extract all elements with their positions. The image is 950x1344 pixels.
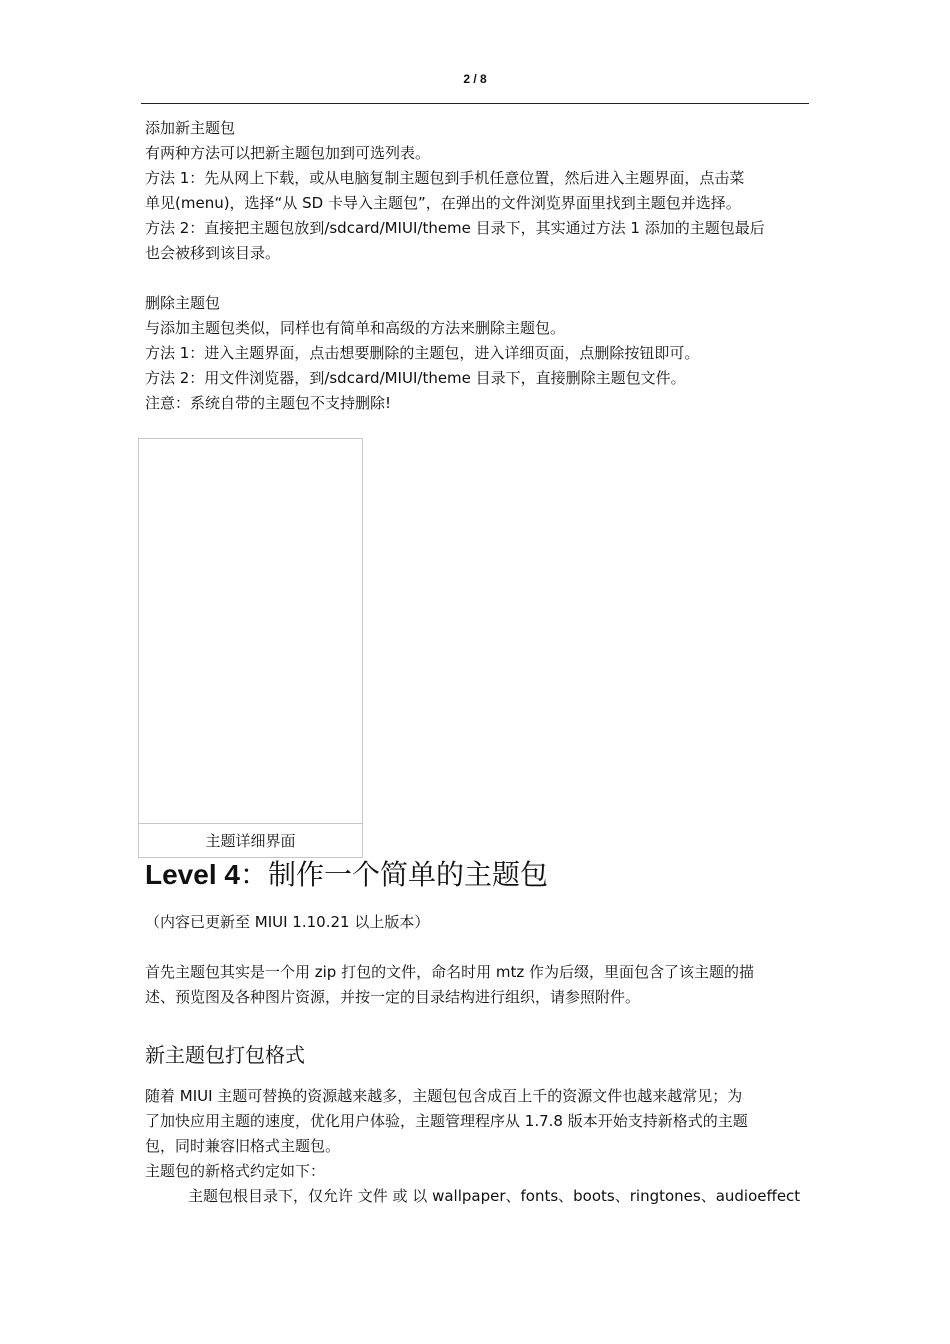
version-note: （内容已更新至 MIUI 1.10.21 以上版本） [145, 913, 430, 931]
figure-image-placeholder [139, 439, 362, 824]
paragraph: 方法 1：进入主题界面，点击想要删除的主题包，进入详细页面，点删除按钮即可。 [145, 344, 700, 362]
section-title: 删除主题包 [145, 294, 221, 312]
paragraph: 首先主题包其实是一个用 zip 打包的文件，命名时用 mtz 作为后缀，里面包含了该主题的描 [145, 963, 755, 981]
paragraph: 有两种方法可以把新主题包加到可选列表。 [145, 144, 431, 162]
paragraph: 单见(menu)，选择“从 SD 卡导入主题包”，在弹出的文件浏览界面里找到主题包并选择。 [145, 194, 741, 212]
paragraph: 主题包的新格式约定如下： [145, 1162, 326, 1180]
theme-detail-figure [138, 438, 363, 858]
page-number: 2 / 8 [463, 72, 487, 86]
section-title: 添加新主题包 [145, 119, 236, 137]
format-heading: 新主题包打包格式 [145, 1043, 305, 1067]
section-add-theme [145, 116, 809, 416]
paragraph: 包，同时兼容旧格式主题包。 [145, 1137, 341, 1155]
paragraph: 方法 2：直接把主题包放到/sdcard/MIUI/theme 目录下，其实通过方法 1 添加的主题包最后 [145, 219, 765, 237]
format-section [145, 1084, 809, 1209]
level4-heading [145, 852, 809, 898]
heading-latin: Level 4 [145, 859, 240, 890]
paragraph: 主题包根目录下，仅允许 文件 或 以 wallpaper、fonts、boots、ringtones、audioeffect [188, 1187, 801, 1205]
note: 注意：系统自带的主题包不支持删除! [145, 394, 392, 412]
paragraph: 也会被移到该目录。 [145, 244, 281, 262]
figure-caption: 主题详细界面 [205, 832, 296, 850]
paragraph: 述、预览图及各种图片资源，并按一定的目录结构进行组织，请参照附件。 [145, 988, 641, 1006]
paragraph: 了加快应用主题的速度，优化用户体验，主题管理程序从 1.7.8 版本开始支持新格式的主题 [145, 1112, 748, 1130]
paragraph: 方法 1：先从网上下载，或从电脑复制主题包到手机任意位置，然后进入主题界面，点击菜 [145, 169, 745, 187]
paragraph: 与添加主题包类似，同样也有简单和高级的方法来删除主题包。 [145, 319, 566, 337]
header-rule [141, 103, 809, 104]
heading-cjk: ：制作一个简单的主题包 [239, 858, 548, 891]
paragraph: 方法 2：用文件浏览器，到/sdcard/MIUI/theme 目录下，直接删除主题包文件。 [145, 369, 686, 387]
level4-intro [145, 960, 809, 1010]
paragraph: 随着 MIUI 主题可替换的资源越来越多，主题包包含成百上千的资源文件也越来越常见；为 [145, 1087, 743, 1105]
